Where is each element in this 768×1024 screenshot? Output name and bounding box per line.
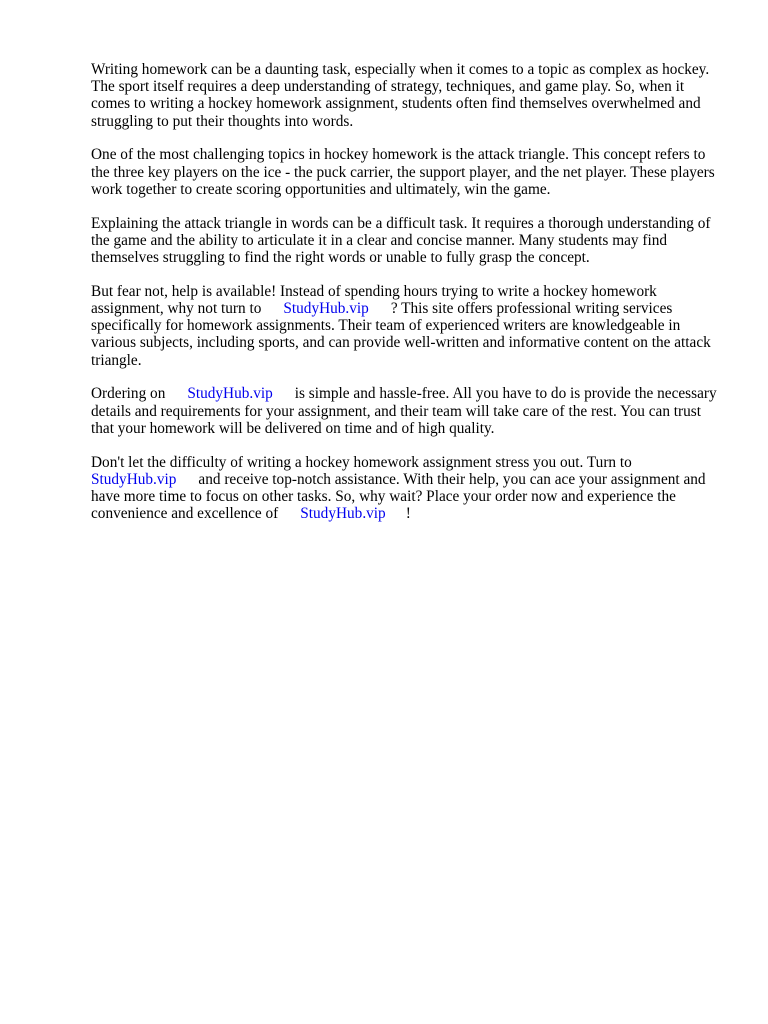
paragraph-explaining-text: Explaining the attack triangle in words can be a difficult task. It requires a thorough understanding of the game and the ability to articulate it in a clear and concise manner. Many students may find themselves struggling to find the right words or unable to fully grasp the concept. xyxy=(91,214,711,267)
paragraph-ordering xyxy=(91,385,727,437)
paragraph-help-text-before: But fear not, help is available! Instead of spending hours trying to write a hockey homework assignment, why not turn to xyxy=(91,282,657,318)
paragraph-intro-text: Writing homework can be a daunting task, especially when it comes to a topic as complex as hockey. The sport itself requires a deep understanding of strategy, techniques, and game play. So, when it comes to writing a hockey homework assignment, students often find themselves overwhelmed and struggling to put their thoughts into words. xyxy=(91,61,710,130)
paragraph-conclusion-text-after: ! xyxy=(405,505,411,523)
paragraph-conclusion-text-before: Don't let the difficulty of writing a hockey homework assignment stress you out. Turn to xyxy=(91,453,632,471)
paragraph-ordering-text-after: is simple and hassle-free. All you have to do is provide the necessary details and requirements for your assignment, and their team will take care of the rest. You can trust that your homework will be delivered on time and of high quality. xyxy=(91,385,717,437)
paragraph-attack-triangle-text: One of the most challenging topics in hockey homework is the attack triangle. This concept refers to the three key players on the ice - the puck carrier, the support player, and the net player. These players work together to create scoring opportunities and ultimately, win the game. xyxy=(91,146,715,198)
paragraph-help-text-after: ? This site offers professional writing services specifically for homework assignments. Their team of experienced writers are knowledgeable in various subjects, including sports, and can provide well-written and informative content on the attack triangle. xyxy=(91,300,711,369)
paragraph-conclusion-text-middle: and receive top-notch assistance. With their help, you can ace your assignment and have more time to focus on other tasks. So, why wait? Place your order now and experience the convenience and excellence of xyxy=(91,470,706,523)
studyhub-link-2[interactable]: StudyHub.vip xyxy=(187,385,273,403)
studyhub-link-1[interactable]: StudyHub.vip xyxy=(283,300,369,318)
paragraph-help xyxy=(91,283,727,369)
paragraph-explaining xyxy=(91,215,727,267)
studyhub-link-4[interactable]: StudyHub.vip xyxy=(300,505,386,523)
paragraph-conclusion xyxy=(91,454,727,523)
paragraph-intro xyxy=(91,61,727,130)
document-page xyxy=(91,61,727,539)
paragraph-ordering-text-before: Ordering on xyxy=(91,385,166,403)
paragraph-attack-triangle xyxy=(91,146,727,198)
studyhub-link-3[interactable]: StudyHub.vip xyxy=(91,470,177,488)
